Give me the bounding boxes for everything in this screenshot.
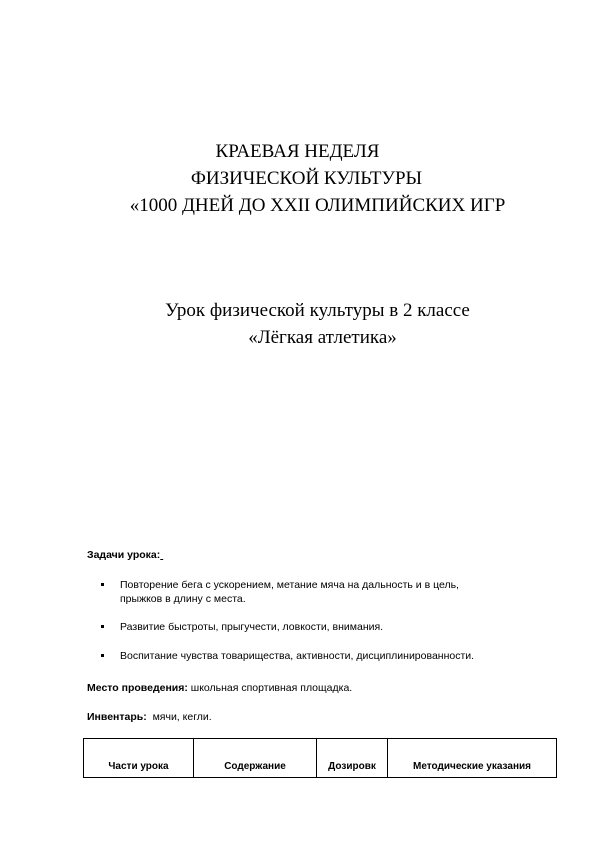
event-title-line-2: ФИЗИЧЕСКОЙ КУЛЬТУРЫ xyxy=(190,168,423,189)
bullet-icon xyxy=(101,625,104,628)
bullet-icon xyxy=(101,583,104,586)
tasks-heading-label: Задачи урока: xyxy=(87,549,161,561)
tasks-heading-underline xyxy=(160,549,163,561)
lesson-title-line-2: «Лёгкая атлетика» xyxy=(248,327,397,348)
equipment-value: мячи, кегли. xyxy=(146,711,212,723)
column-header-guidelines: Методические указания xyxy=(388,739,557,778)
column-header-parts: Части урока xyxy=(84,739,194,778)
list-item xyxy=(87,620,557,649)
venue-value: школьная спортивная площадка. xyxy=(187,682,353,694)
task-2-text: Развитие быстроты, прыгучести, ловкости, внимания. xyxy=(120,621,384,633)
lesson-plan-table-grid xyxy=(83,738,557,778)
list-item xyxy=(87,578,557,620)
tasks-heading xyxy=(87,548,163,562)
tasks-list xyxy=(87,578,557,663)
event-title xyxy=(0,138,595,219)
task-1-line-2: прыжков в длину с места. xyxy=(120,593,246,605)
lesson-title-line-1: Урок физической культуры в 2 классе xyxy=(165,300,470,321)
equipment-label: Инвентарь: xyxy=(87,711,147,723)
venue-label: Место проведения: xyxy=(87,682,188,694)
event-title-line-3: «1000 ДНЕЙ ДО XXII ОЛИМПИЙСКИХ ИГР xyxy=(129,195,506,216)
table-header-row xyxy=(84,739,557,778)
task-1-line-1: Повторение бега с ускорением, метание мяча на дальность и в цель, xyxy=(120,579,459,591)
bullet-icon xyxy=(101,654,104,657)
event-title-line-1: КРАЕВАЯ НЕДЕЛЯ xyxy=(215,141,380,162)
column-header-dosage: Дозировк xyxy=(317,739,388,778)
equipment-line xyxy=(87,710,212,724)
venue-line xyxy=(87,681,352,695)
lesson-title xyxy=(0,297,595,351)
lesson-plan-table xyxy=(83,738,557,778)
list-item xyxy=(87,649,557,663)
task-3-text: Воспитание чувства товарищества, активности, дисциплинированности. xyxy=(120,650,475,662)
column-header-content: Содержание xyxy=(194,739,317,778)
